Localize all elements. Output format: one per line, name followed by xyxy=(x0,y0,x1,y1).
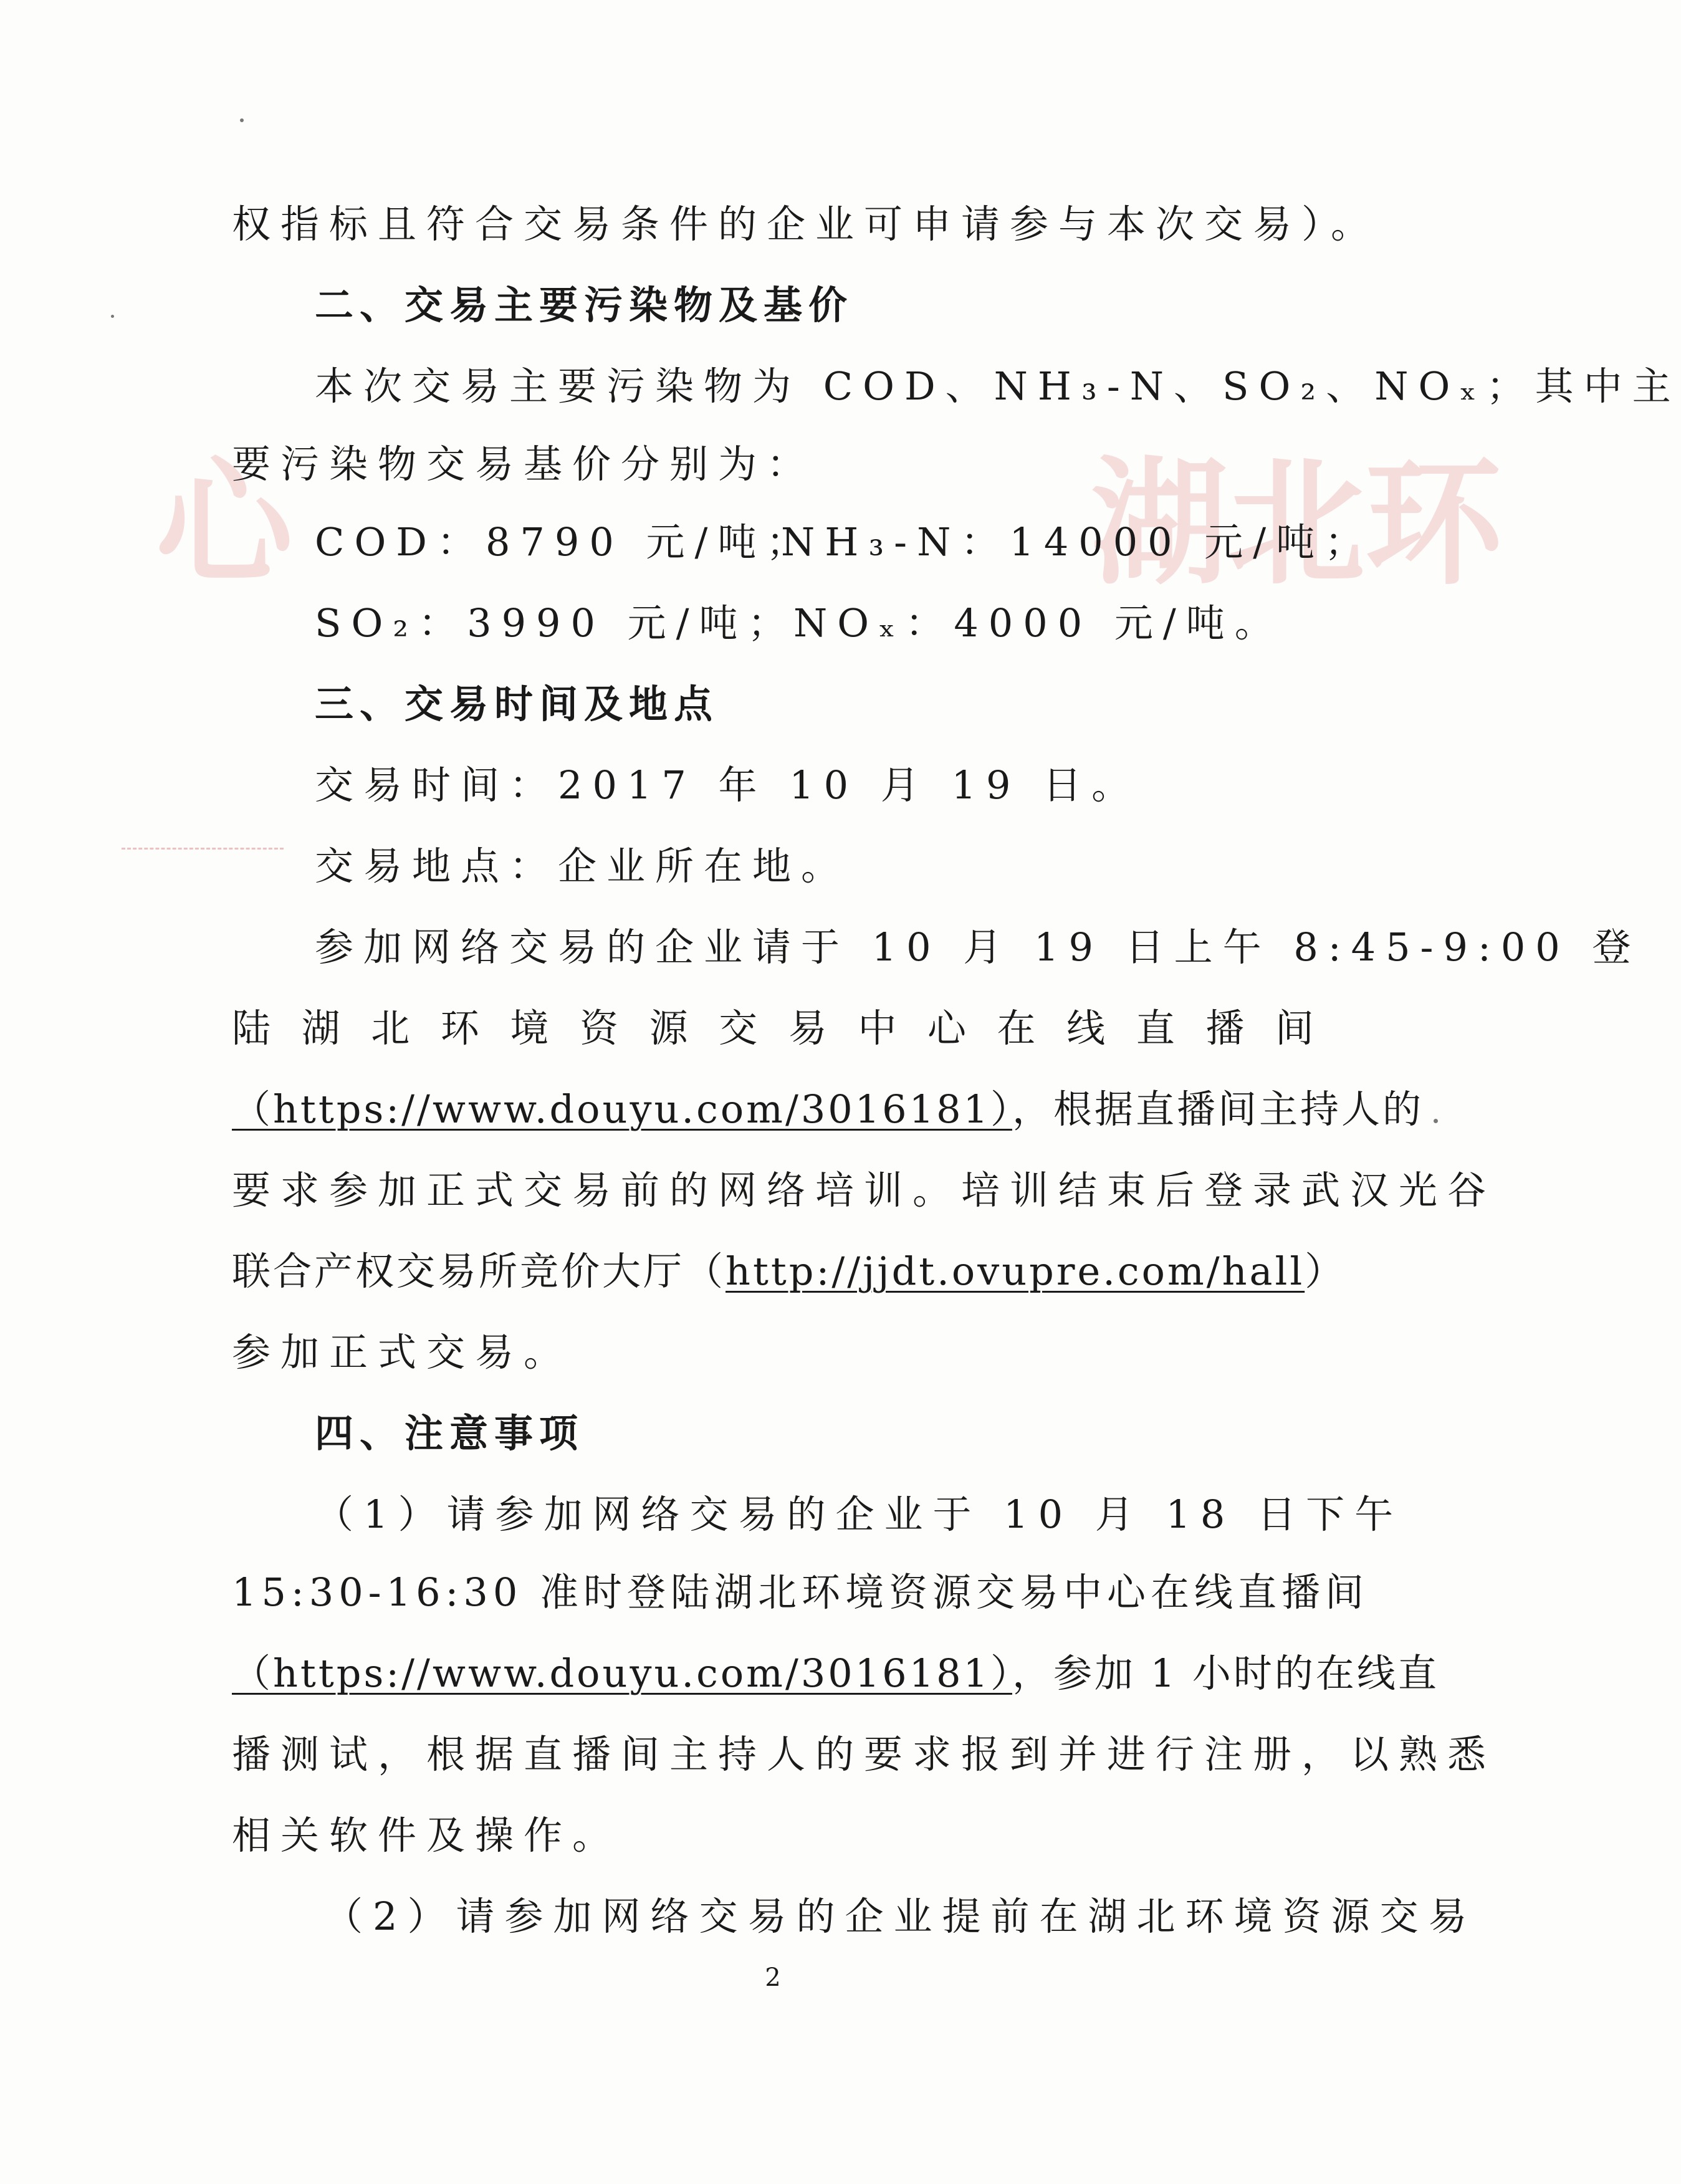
char: 交 xyxy=(719,1005,758,1051)
douyu-test-link[interactable]: （https://www.douyu.com/3016181） xyxy=(232,1650,1012,1696)
paragraph-line: 参加正式交易。 xyxy=(232,1329,573,1375)
char: 直 xyxy=(1136,1005,1175,1051)
price-cod: COD：8790 元/吨； xyxy=(315,519,815,565)
price-nh3n: NH₃-N：14000 元/吨； xyxy=(781,519,1374,565)
paragraph-line: 参加网络交易的企业请于 10 月 19 日上午 8:45-9:00 登 xyxy=(315,924,1641,970)
paragraph-line xyxy=(232,1243,1346,1300)
page-number: 2 xyxy=(765,1963,781,1992)
price-so2: SO₂：3990 元/吨； xyxy=(315,600,797,646)
char: 源 xyxy=(649,1005,688,1051)
char: 易 xyxy=(788,1005,827,1051)
char: 境 xyxy=(510,1005,549,1051)
trade-time: 交易时间：2017 年 10 月 19 日。 xyxy=(315,762,1141,808)
paragraph-line: 本次交易主要污染物为 COD、NH₃-N、SO₂、NOₓ；其中主 xyxy=(315,363,1681,409)
paragraph-line: 要污染物交易基价分别为： xyxy=(232,441,816,487)
paragraph-line: （1）请参加网络交易的企业于 10 月 18 日下午 xyxy=(315,1492,1404,1537)
seal-bleed-through: 心 湖 北 环 xyxy=(156,444,1503,603)
text-run: ，参加 1 小时的在线直 xyxy=(1012,1650,1439,1696)
char: 资 xyxy=(579,1005,618,1051)
scan-speck xyxy=(111,315,114,318)
char: 环 xyxy=(440,1005,479,1051)
char: 间 xyxy=(1275,1005,1314,1051)
price-row xyxy=(315,595,1314,651)
scan-speck xyxy=(240,118,244,122)
price-row xyxy=(315,514,1374,570)
paragraph-line xyxy=(232,1645,1439,1702)
douyu-live-link[interactable]: （https://www.douyu.com/3016181） xyxy=(232,1086,1012,1132)
paragraph-line: 要求参加正式交易前的网络培训。培训结束后登录武汉光谷 xyxy=(232,1167,1497,1213)
char: 线 xyxy=(1066,1005,1106,1051)
char: 在 xyxy=(997,1005,1036,1051)
char: 陆 xyxy=(232,1005,271,1051)
paragraph-line xyxy=(232,1081,1424,1138)
char: 心 xyxy=(927,1005,966,1051)
char: 北 xyxy=(371,1005,410,1051)
paragraph-line: 15:30-16:30 准时登陆湖北环境资源交易中心在线直播间 xyxy=(232,1569,1369,1615)
char: 中 xyxy=(858,1005,897,1051)
text-run: ） xyxy=(1305,1248,1346,1294)
auction-hall-link[interactable]: http://jjdt.ovupre.com/hall xyxy=(726,1248,1305,1294)
trade-place: 交易地点：企业所在地。 xyxy=(315,843,850,889)
justified-line xyxy=(232,1000,1314,1056)
section-heading-time-place: 三、交易时间及地点 xyxy=(315,681,719,727)
paragraph-line: 权指标且符合交易条件的企业可申请参与本次交易）。 xyxy=(232,201,1380,247)
red-dash-mark xyxy=(122,848,284,850)
char: 湖 xyxy=(301,1005,340,1051)
section-heading-notes: 四、注意事项 xyxy=(315,1410,585,1456)
paragraph-line: （2）请参加网络交易的企业提前在湖北环境资源交易 xyxy=(324,1894,1477,1939)
section-heading-pollutants: 二、交易主要污染物及基价 xyxy=(315,282,854,328)
scan-speck xyxy=(1434,1119,1438,1123)
text-run: 联合产权交易所竞价大厅（ xyxy=(232,1248,726,1294)
text-run: ，根据直播间主持人的 xyxy=(1012,1086,1424,1132)
paragraph-line: 相关软件及操作。 xyxy=(232,1813,621,1858)
char: 播 xyxy=(1205,1005,1245,1051)
paragraph-line: 播测试，根据直播间主持人的要求报到并进行注册，以熟悉 xyxy=(232,1731,1497,1777)
price-nox: NOₓ：4000 元/吨。 xyxy=(793,600,1283,646)
